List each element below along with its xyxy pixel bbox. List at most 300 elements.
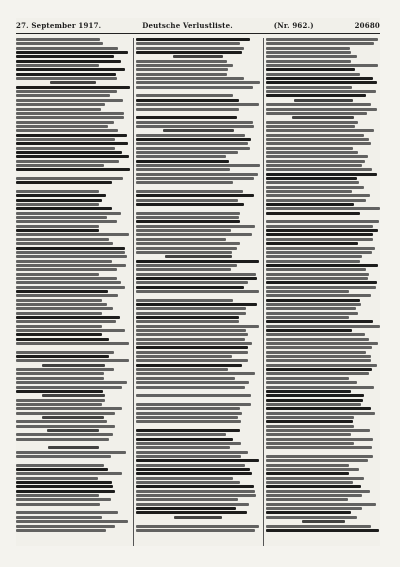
- text-line: [136, 320, 239, 323]
- text-line: [266, 203, 354, 206]
- text-line: [266, 459, 368, 462]
- text-line: [136, 433, 226, 436]
- text-line: [136, 525, 259, 528]
- text-line: [136, 386, 245, 389]
- text-line: [16, 125, 108, 128]
- text-line: [136, 529, 255, 532]
- text-line: [266, 329, 352, 332]
- text-line: [266, 277, 368, 280]
- text-line: [266, 129, 374, 132]
- text-line: [136, 364, 242, 367]
- text-line: [16, 42, 103, 45]
- text-line: [16, 481, 112, 484]
- text-line: [165, 255, 232, 258]
- text-line: [266, 294, 371, 297]
- text-line: [136, 481, 240, 484]
- text-line: [136, 233, 252, 236]
- text-line: [266, 216, 380, 219]
- text-line: [266, 516, 357, 519]
- text-line: [136, 359, 248, 362]
- text-line: [266, 220, 379, 223]
- text-line: [266, 290, 349, 293]
- text-line: [266, 60, 351, 63]
- text-line: [266, 212, 360, 215]
- text-line: [136, 312, 246, 315]
- text-line: [136, 212, 240, 215]
- text-line: [266, 229, 378, 232]
- column-1: [16, 38, 130, 546]
- text-line: [42, 364, 105, 367]
- text-line: [16, 299, 102, 302]
- text-line: [16, 199, 102, 202]
- text-line: [136, 99, 239, 102]
- text-line: [136, 498, 238, 501]
- text-line: [16, 177, 123, 180]
- text-line: [266, 403, 361, 406]
- text-line: [136, 264, 237, 267]
- text-line: [266, 477, 364, 480]
- text-line: [136, 103, 259, 106]
- text-line: [16, 516, 102, 519]
- text-line: [136, 338, 245, 341]
- text-line: [136, 203, 244, 206]
- text-line: [136, 316, 239, 319]
- text-line: [136, 355, 232, 358]
- text-line: [16, 112, 124, 115]
- text-line: [136, 108, 239, 111]
- text-line: [136, 190, 243, 193]
- text-line: [266, 77, 373, 80]
- text-line: [16, 451, 126, 454]
- text-line: [266, 498, 348, 501]
- text-line: [16, 38, 100, 41]
- text-line: [266, 420, 353, 423]
- text-line: [16, 168, 130, 171]
- text-line: [266, 42, 374, 45]
- text-line: [136, 351, 248, 354]
- text-line: [266, 286, 376, 289]
- text-line: [266, 173, 377, 176]
- text-line: [266, 438, 373, 441]
- text-line: [266, 303, 361, 306]
- text-line: [16, 442, 130, 445]
- text-line: [16, 407, 122, 410]
- text-line: [16, 142, 128, 145]
- text-line: [136, 147, 250, 150]
- text-line: [266, 273, 369, 276]
- text-line: [136, 51, 242, 54]
- text-line: [136, 399, 260, 402]
- text-line: [266, 168, 372, 171]
- text-line: [266, 386, 374, 389]
- text-line: [136, 307, 246, 310]
- text-line: [16, 472, 122, 475]
- text-line: [16, 55, 114, 58]
- text-line: [266, 177, 357, 180]
- text-line: [266, 407, 371, 410]
- text-line: [16, 338, 109, 341]
- text-line: [266, 255, 362, 258]
- text-line: [136, 472, 252, 475]
- text-line: [16, 420, 107, 423]
- text-line: [136, 94, 233, 97]
- text-line: [266, 194, 370, 197]
- text-line: [16, 73, 116, 76]
- text-line: [136, 425, 260, 428]
- text-line: [266, 320, 373, 323]
- text-line: [16, 121, 114, 124]
- text-line: [16, 260, 112, 263]
- text-line: [136, 42, 240, 45]
- text-line: [266, 260, 360, 263]
- text-line: [136, 181, 233, 184]
- text-line: [136, 160, 229, 163]
- text-line: [266, 442, 354, 445]
- text-line: [16, 273, 99, 276]
- text-line: [16, 320, 116, 323]
- text-line: [174, 516, 222, 519]
- text-line: [266, 381, 357, 384]
- text-line: [136, 420, 241, 423]
- text-line: [136, 507, 236, 510]
- text-line: [16, 173, 130, 176]
- text-line: [136, 260, 259, 263]
- text-line: [266, 529, 379, 532]
- text-line: [136, 520, 260, 523]
- text-line: [266, 181, 359, 184]
- text-line: [16, 138, 115, 141]
- text-line: [136, 207, 260, 210]
- text-line: [266, 247, 375, 250]
- text-line: [266, 503, 376, 506]
- text-line: [294, 99, 353, 102]
- text-line: [16, 251, 125, 254]
- text-line: [16, 455, 111, 458]
- text-line: [266, 47, 350, 50]
- text-line: [136, 220, 240, 223]
- text-line: [136, 199, 238, 202]
- text-line: [266, 112, 367, 115]
- text-line: [302, 520, 345, 523]
- text-line: [16, 264, 126, 267]
- text-line: [16, 212, 121, 215]
- header-title: Deutsche Verlustliste.: [142, 20, 233, 30]
- text-line: [136, 134, 245, 137]
- text-line: [136, 64, 233, 67]
- text-line: [16, 372, 104, 375]
- text-line: [266, 68, 355, 71]
- text-line: [16, 164, 104, 167]
- text-line: [16, 498, 111, 501]
- text-line: [16, 94, 110, 97]
- text-line: [16, 359, 129, 362]
- text-line: [266, 468, 359, 471]
- text-line: [266, 472, 349, 475]
- text-line: [136, 329, 246, 332]
- text-line: [136, 194, 254, 197]
- text-line: [266, 138, 369, 141]
- page-header: [16, 18, 380, 32]
- text-line: [136, 151, 238, 154]
- text-line: [136, 451, 248, 454]
- text-line: [266, 494, 362, 497]
- text-line: [136, 342, 252, 345]
- header-issue: (Nr. 962.): [273, 20, 314, 30]
- text-line: [136, 177, 254, 180]
- text-line: [16, 238, 109, 241]
- text-line: [266, 307, 356, 310]
- text-line: [16, 160, 119, 163]
- text-line: [16, 220, 117, 223]
- text-line: [163, 129, 234, 132]
- text-line: [16, 325, 102, 328]
- text-line: [136, 403, 251, 406]
- text-line: [16, 511, 118, 514]
- text-line: [16, 468, 108, 471]
- text-line: [266, 64, 378, 67]
- text-line: [266, 281, 377, 284]
- text-line: [266, 38, 378, 41]
- text-line: [266, 399, 363, 402]
- text-line: [266, 490, 370, 493]
- text-line: [266, 390, 351, 393]
- text-line: [266, 364, 377, 367]
- text-line: [136, 116, 237, 119]
- text-line: [266, 316, 349, 319]
- text-line: [136, 38, 250, 41]
- text-line: [266, 325, 380, 328]
- text-line: [266, 351, 366, 354]
- text-line: [136, 229, 231, 232]
- text-line: [266, 55, 357, 58]
- text-line: [16, 68, 125, 71]
- text-line: [136, 90, 260, 93]
- column-3: [266, 38, 380, 546]
- text-line: [16, 108, 101, 111]
- text-line: [266, 355, 371, 358]
- text-line: [16, 190, 99, 193]
- text-line: [16, 268, 117, 271]
- text-line: [266, 190, 352, 193]
- text-line: [266, 268, 366, 271]
- text-line: [136, 68, 228, 71]
- text-line: [16, 77, 117, 80]
- text-line: [266, 485, 361, 488]
- text-line: [266, 121, 358, 124]
- text-line: [16, 277, 117, 280]
- text-line: [136, 390, 260, 393]
- text-line: [16, 229, 99, 232]
- header-rule: [16, 33, 380, 34]
- text-line: [136, 485, 254, 488]
- text-line: [16, 281, 121, 284]
- newspaper-page: [16, 18, 380, 546]
- text-line: [136, 412, 242, 415]
- text-line: [136, 86, 253, 89]
- text-line: [16, 490, 115, 493]
- text-line: [16, 477, 98, 480]
- text-line: [136, 442, 241, 445]
- text-line: [16, 464, 104, 467]
- text-line: [16, 399, 105, 402]
- text-line: [266, 264, 378, 267]
- text-line: [266, 160, 365, 163]
- text-line: [136, 303, 257, 306]
- text-line: [136, 333, 248, 336]
- text-line: [136, 216, 239, 219]
- text-line: [266, 425, 354, 428]
- text-line: [266, 81, 377, 84]
- text-line: [16, 233, 129, 236]
- text-line: [16, 155, 129, 158]
- text-line: [16, 403, 102, 406]
- text-line: [136, 77, 244, 80]
- text-line: [16, 64, 99, 67]
- text-line: [266, 225, 373, 228]
- text-line: [266, 238, 373, 241]
- text-line: [16, 433, 113, 436]
- text-line: [136, 168, 230, 171]
- text-line: [266, 312, 358, 315]
- text-line: [136, 459, 259, 462]
- text-line: [136, 503, 249, 506]
- text-line: [266, 108, 377, 111]
- text-line: [136, 273, 256, 276]
- text-line: [16, 333, 102, 336]
- text-line: [16, 103, 105, 106]
- text-line: [16, 351, 114, 354]
- text-line: [16, 438, 109, 441]
- text-line: [16, 47, 118, 50]
- text-line: [292, 116, 354, 119]
- text-line: [16, 194, 106, 197]
- text-line: [136, 511, 247, 514]
- text-line: [50, 81, 96, 84]
- text-line: [136, 277, 257, 280]
- text-line: [266, 186, 364, 189]
- text-line: [42, 394, 105, 397]
- text-line: [16, 242, 113, 245]
- text-line: [136, 477, 233, 480]
- text-line: [16, 368, 114, 371]
- text-line: [266, 372, 369, 375]
- text-line: [16, 99, 123, 102]
- text-line: [136, 121, 253, 124]
- text-line: [266, 368, 372, 371]
- text-line: [16, 147, 115, 150]
- text-line: [16, 525, 115, 528]
- text-line: [136, 242, 240, 245]
- text-line: [136, 125, 254, 128]
- text-line: [16, 412, 115, 415]
- text-line: [136, 468, 250, 471]
- text-line: [266, 338, 369, 341]
- text-line: [16, 346, 130, 349]
- text-line: [266, 233, 373, 236]
- text-line: [266, 251, 372, 254]
- text-line: [16, 303, 107, 306]
- text-line: [266, 73, 360, 76]
- text-line: [266, 416, 354, 419]
- text-line: [16, 255, 127, 258]
- text-line: [266, 451, 380, 454]
- text-line: [136, 268, 231, 271]
- text-line: [136, 368, 228, 371]
- text-line: [136, 381, 249, 384]
- text-line: [266, 155, 368, 158]
- text-line: [136, 60, 227, 63]
- text-line: [16, 216, 107, 219]
- text-line: [136, 446, 230, 449]
- text-line: [266, 94, 366, 97]
- text-line: [136, 455, 241, 458]
- text-line: [16, 381, 127, 384]
- text-line: [16, 151, 122, 154]
- text-line: [266, 359, 371, 362]
- text-line: [266, 134, 364, 137]
- text-line: [136, 155, 226, 158]
- text-line: [136, 325, 259, 328]
- text-line: [266, 433, 351, 436]
- text-line: [266, 507, 362, 510]
- text-line: [16, 390, 103, 393]
- text-line: [16, 51, 128, 54]
- text-line: [266, 51, 351, 54]
- text-line: [136, 186, 260, 189]
- text-line: [136, 299, 233, 302]
- text-line: [48, 446, 99, 449]
- text-line: [266, 207, 380, 210]
- text-line: [16, 290, 108, 293]
- text-line: [136, 438, 233, 441]
- text-line: [266, 333, 365, 336]
- text-line: [266, 446, 372, 449]
- text-line: [16, 60, 121, 63]
- text-line: [16, 494, 99, 497]
- text-line: [266, 377, 349, 380]
- text-line: [16, 342, 129, 345]
- text-line: [136, 225, 255, 228]
- text-line: [266, 90, 376, 93]
- text-line: [136, 286, 244, 289]
- text-line: [266, 346, 372, 349]
- text-line: [16, 312, 102, 315]
- text-line: [136, 494, 256, 497]
- column-divider-1: [133, 38, 134, 546]
- text-line: [16, 181, 112, 184]
- text-line: [16, 186, 130, 189]
- text-line: [136, 429, 240, 432]
- header-date: 27. September 1917.: [16, 20, 102, 30]
- text-line: [136, 290, 259, 293]
- text-line: [266, 164, 362, 167]
- text-line: [136, 142, 248, 145]
- text-line: [266, 199, 366, 202]
- text-line: [47, 429, 99, 432]
- text-line: [266, 342, 378, 345]
- text-line: [136, 238, 226, 241]
- text-line: [16, 207, 112, 210]
- text-line: [16, 225, 99, 228]
- text-line: [136, 47, 244, 50]
- text-line: [16, 459, 130, 462]
- text-line: [16, 316, 120, 319]
- text-line: [16, 203, 99, 206]
- text-line: [16, 520, 128, 523]
- text-line: [136, 247, 237, 250]
- text-line: [16, 529, 106, 532]
- text-line: [16, 134, 127, 137]
